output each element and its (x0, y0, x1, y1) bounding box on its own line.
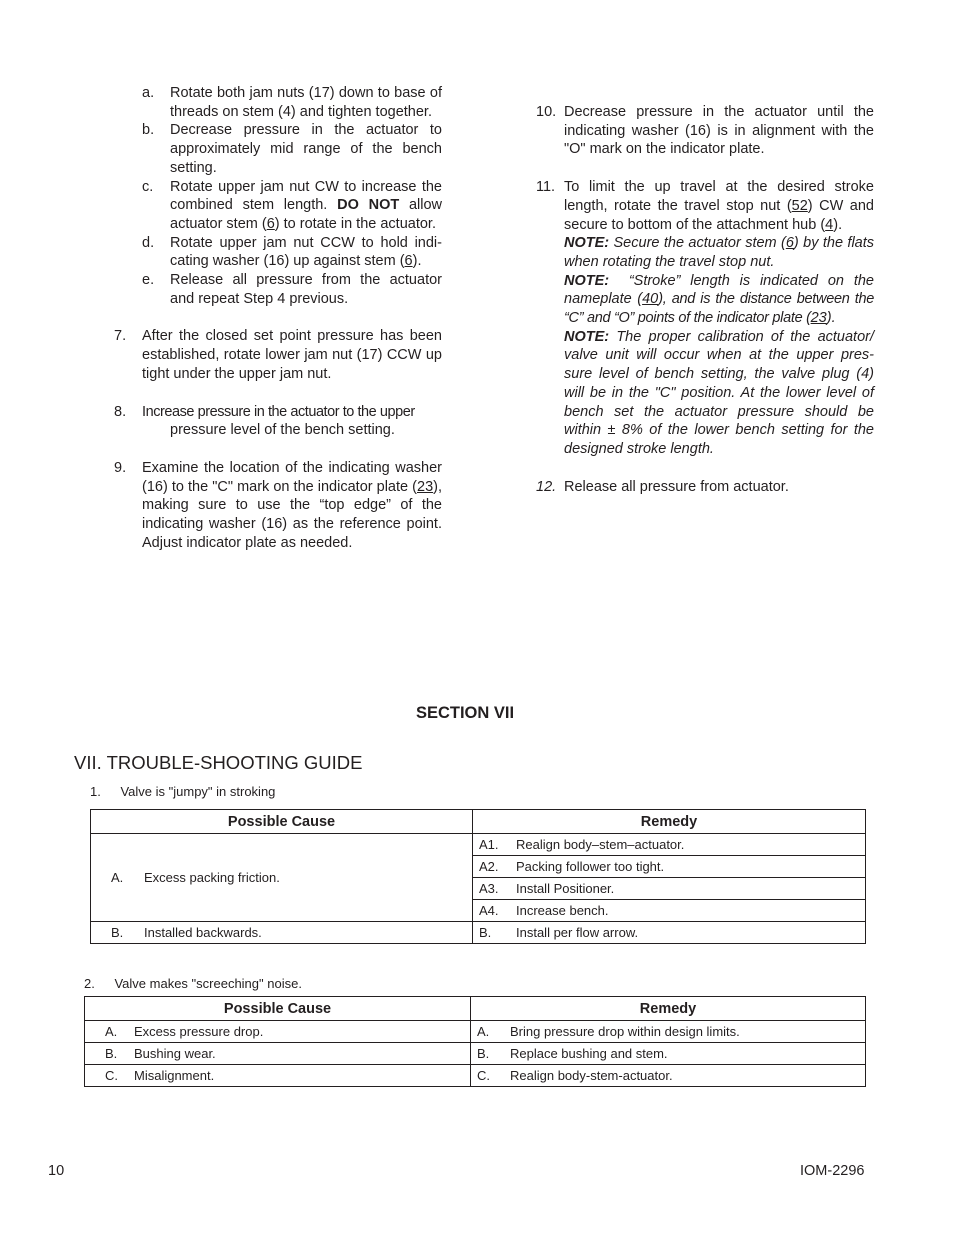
note-text: ), and is the distance between the “C” and “O” points of the indicator plate ( (564, 291, 874, 327)
step-6a (114, 84, 442, 121)
table1-caption (90, 784, 275, 799)
cause-marker: C. (105, 1068, 118, 1083)
step-6e (114, 271, 442, 308)
step-text: Release all pressure from the actuator and repeat Step 4 previous. (170, 272, 442, 307)
note-text: Secure the actuator stem ( (613, 235, 786, 252)
step-text: Rotate upper jam nut CW to increase the combined stem length. (170, 178, 442, 214)
list-marker: 11. (536, 179, 556, 196)
step-text: After the closed set point pressure has been established, rotate lower jam nut (17) CCW up tight under the upper jam nut. (142, 328, 442, 382)
list-marker: a. (142, 85, 155, 101)
step-text: Decrease pressure in the actuator to approximately mid range of the bench setting. (170, 122, 442, 176)
step-text: Examine the location of the indicating washer (16) to the "C" mark on the indicator plate ( (142, 459, 442, 495)
step-6b (114, 121, 442, 177)
step-text: ), making sure to use the “top edge” of the indicating washer (16) as the reference point. Adjust indicator plate as needed. (142, 478, 442, 551)
part-reference: 6 (266, 215, 275, 232)
step-12 (536, 478, 874, 497)
warning-emphasis: DO NOT (337, 197, 400, 214)
troubleshooting-table-1 (90, 809, 866, 944)
cause-cell (91, 922, 473, 944)
remedy-marker: A. (477, 1024, 490, 1039)
remedy-text: Packing follower too tight. (516, 859, 665, 874)
cause-cell (85, 1021, 471, 1043)
remedy-marker: A2. (479, 859, 499, 874)
column-header: Remedy (473, 810, 866, 834)
step-text: ) CW and secure to bottom of the attachment hub ( (564, 197, 874, 233)
column-header: Possible Cause (85, 997, 471, 1021)
table-row (85, 1021, 866, 1043)
remedy-text: Realign body-stem-actuator. (510, 1068, 673, 1083)
remedy-marker: A1. (479, 837, 499, 852)
note-label: NOTE: (564, 328, 610, 345)
list-marker: 7. (114, 328, 127, 345)
page-number: 10 (48, 1163, 65, 1179)
remedy-marker: B. (477, 1046, 490, 1061)
list-marker: 10. (536, 104, 557, 120)
remedy-marker: A3. (479, 881, 499, 896)
remedy-text: Install Positioner. (516, 881, 615, 896)
table-header-row (85, 997, 866, 1021)
cause-text: Installed backwards. (144, 925, 262, 940)
table2-caption (84, 976, 302, 991)
column-header: Possible Cause (91, 810, 473, 834)
cause-marker: A. (105, 1024, 118, 1039)
part-reference: 6 (785, 235, 794, 252)
remedy-marker: B. (479, 925, 492, 940)
step-9 (114, 459, 442, 553)
step-text: To limit the up travel at the desired stroke length, rotate the travel stop nut ( (564, 179, 874, 214)
list-marker: b. (142, 122, 155, 139)
note-text: The proper calibration of the actuator/ valve unit will occur when at the upper pres-sure level of bench setting, the valve plug (4) will be in the "C" position. At the lower level of bench set the actuator pressure should be within ± 8% of the lower bench setting for the designed stroke length. (564, 328, 874, 457)
cause-cell (85, 1065, 471, 1087)
step-text: ) to rotate in the actuator. (274, 215, 436, 232)
cause-text: Excess packing friction. (144, 870, 280, 885)
document-id: IOM-2296 (800, 1163, 865, 1179)
remedy-cell (471, 1021, 866, 1043)
cause-text: Excess pressure drop. (134, 1024, 264, 1039)
list-marker: d. (142, 234, 155, 251)
left-column (114, 84, 442, 552)
step-text: ). (833, 216, 843, 233)
table-header-row (91, 810, 866, 834)
remedy-cell (471, 1043, 866, 1065)
table-row (85, 1043, 866, 1065)
remedy-cell (473, 834, 866, 856)
note-label: NOTE: (564, 272, 610, 289)
step-10 (536, 103, 874, 159)
part-reference: 4 (825, 216, 834, 233)
step-11 (536, 178, 874, 459)
step-6c (114, 178, 442, 234)
note-3 (564, 328, 874, 459)
remedy-marker: A4. (479, 903, 499, 918)
caption-text: Valve makes "screeching" noise. (114, 976, 302, 991)
part-reference: 23 (810, 310, 827, 327)
list-marker: c. (142, 178, 154, 195)
cause-cell (91, 834, 473, 922)
table-row (91, 834, 866, 856)
remedy-text: Bring pressure drop within design limits. (510, 1024, 740, 1039)
right-column (536, 103, 874, 496)
table-row (91, 922, 866, 944)
cause-text: Misalignment. (134, 1068, 215, 1083)
column-header: Remedy (471, 997, 866, 1021)
part-reference: 52 (791, 197, 808, 214)
note-1 (564, 234, 874, 271)
remedy-cell (473, 900, 866, 922)
remedy-text: Increase bench. (516, 903, 609, 918)
remedy-cell (473, 856, 866, 878)
step-text: Release all pressure from actuator. (564, 478, 789, 495)
list-marker: 8. (114, 403, 127, 420)
part-reference: 6 (404, 253, 413, 270)
remedy-text: Realign body–stem–actuator. (516, 837, 685, 852)
note-text: ). (826, 310, 836, 327)
troubleshooting-table-2 (84, 996, 866, 1087)
remedy-text: Install per flow arrow. (516, 925, 639, 940)
remedy-cell (471, 1065, 866, 1087)
note-text: “Stroke” length is indicated on the nameplate ( (564, 272, 874, 308)
cause-cell (85, 1043, 471, 1065)
table-row (85, 1065, 866, 1087)
step-text: Decrease pressure in the actuator until the indicating washer (16) is in alignment with the "O" mark on the indicator plate. (564, 104, 874, 158)
step-6d (114, 234, 442, 271)
cause-text: Bushing wear. (134, 1046, 216, 1061)
step-text: Increase pressure in the actuator to the upper (142, 403, 415, 420)
step-text: allow actuator stem ( (170, 197, 443, 232)
caption-text: Valve is "jumpy" in stroking (120, 784, 276, 799)
note-2 (564, 272, 874, 328)
cause-marker: A. (111, 870, 124, 885)
guide-title: VII. TROUBLE-SHOOTING GUIDE (74, 752, 363, 773)
remedy-cell (473, 878, 866, 900)
cause-marker: B. (111, 925, 124, 940)
caption-number: 1. (90, 784, 101, 799)
step-8 (114, 403, 442, 440)
list-marker: e. (142, 272, 155, 289)
note-text: ) by the flats when rotating the travel stop nut. (564, 235, 875, 270)
list-marker: 12. (536, 478, 557, 495)
part-reference: 40 (642, 291, 659, 308)
remedy-marker: C. (477, 1068, 490, 1083)
note-label: NOTE: (564, 235, 610, 252)
part-reference: 23 (417, 478, 434, 495)
remedy-cell (473, 922, 866, 944)
step-text: Rotate upper jam nut CCW to hold indi-cating washer (16) up against stem ( (170, 234, 442, 270)
step-text: pressure level of the bench setting. (170, 422, 395, 439)
step-7 (114, 327, 442, 383)
step-text: Rotate both jam nuts (17) down to base of threads on stem (4) and tighten together. (170, 85, 442, 120)
cause-marker: B. (105, 1046, 118, 1061)
list-marker: 9. (114, 459, 127, 476)
remedy-text: Replace bushing and stem. (510, 1046, 668, 1061)
step-text: ). (412, 253, 422, 270)
section-title: SECTION VII (415, 704, 515, 722)
caption-number: 2. (84, 976, 95, 991)
